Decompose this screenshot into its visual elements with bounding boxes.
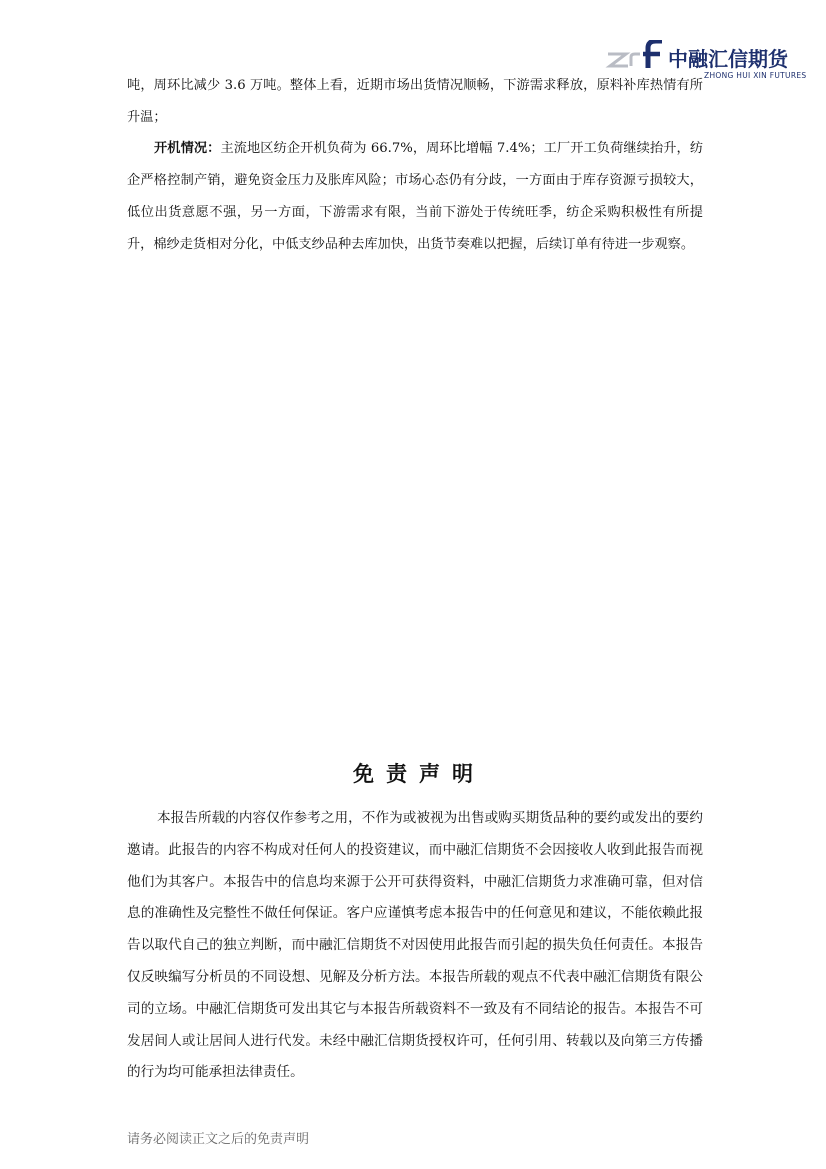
operating-status-label: 开机情况：: [154, 141, 221, 156]
logo-text-en: ZHONG HUI XIN FUTURES: [704, 71, 807, 80]
footer-note: 请务必阅读正文之后的免责声明: [127, 1132, 310, 1147]
disclaimer-title: 免责声明: [353, 762, 485, 786]
operating-status-text: 主流地区纺企开机负荷为 66.7%，周环比增幅 7.4%；工厂开工负荷继续抬升，纺企严格控制产销，避免资金压力及胀库风险；市场心态仍有分歧，一方面由于库存资源亏损较大，低位出货意愿不强，另一方面，下游需求有限，当前下游处于传统旺季，纺企采购积极性有所提升，棉纱走货相对分化，中低支纱品种去库加快，出货节奏难以把握，后续订单有待进一步观察。: [127, 141, 704, 252]
zrf-logo-icon: [604, 40, 664, 72]
logo-text-cn: 中融汇信期货: [668, 47, 788, 71]
paragraph-inventory: 吨，周环比减少 3.6 万吨。整体上看，近期市场出货情况顺畅，下游需求释放，原料补库热情有所升温；: [127, 78, 703, 125]
paragraph-operating-status: [127, 133, 703, 261]
disclaimer-text: 本报告所载的内容仅作参考之用，不作为或被视为出售或购买期货品种的要约或发出的要约邀请。此报告的内容不构成对任何人的投资建议，而中融汇信期货不会因接收人收到此报告而视他们为其客户。本报告中的信息均来源于公开可获得资料，中融汇信期货力求准确可靠，但对信息的准确性及完整性不做任何保证。客户应谨慎考虑本报告中的任何意见和建议，不能依赖此报告以取代自己的独立判断，而中融汇信期货不对因使用此报告而引起的损失负任何责任。本报告仅反映编写分析员的不同设想、见解及分析方法。本报告所载的观点不代表中融汇信期货有限公司的立场。中融汇信期货可发出其它与本报告所载资料不一致及有不同结论的报告。本报告不可发居间人或让居间人进行代发。未经中融汇信期货授权许可，任何引用、转载以及向第三方传播的行为均可能承担法律责任。: [127, 810, 703, 1081]
